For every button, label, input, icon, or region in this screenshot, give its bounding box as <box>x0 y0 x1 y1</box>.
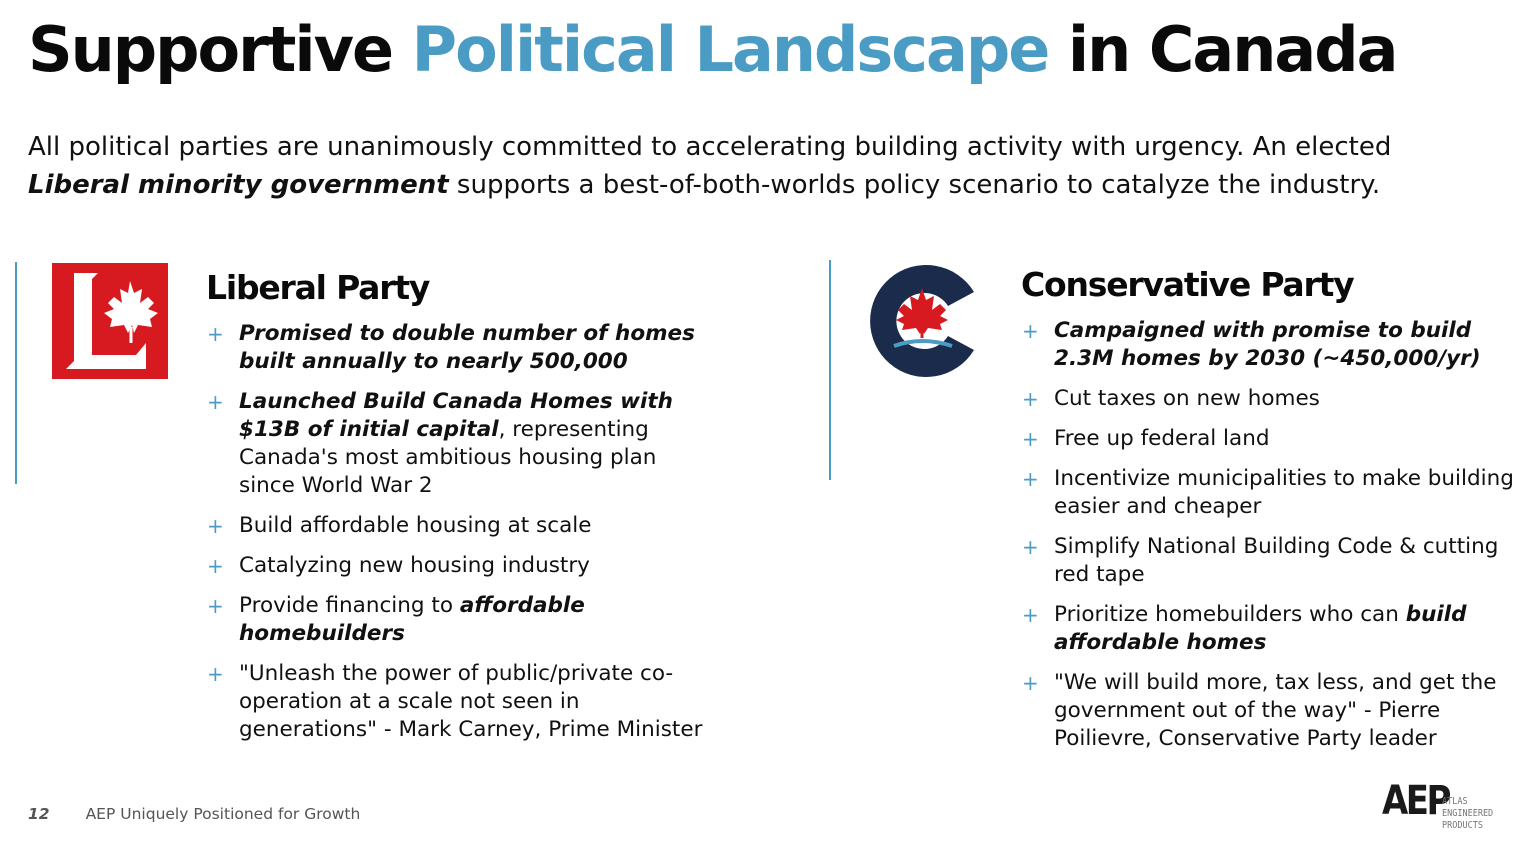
plus-icon: + <box>1022 319 1039 343</box>
plus-icon: + <box>207 514 224 538</box>
plus-icon: + <box>207 390 224 414</box>
list-item: + "Unleash the power of public/private co-operation at a scale not seen in generations" - Mark Carney, Prime Minister <box>207 661 703 742</box>
list-item: + Catalyzing new housing industry <box>207 553 590 578</box>
intro-paragraph <box>28 128 1498 204</box>
plus-icon: + <box>1022 427 1039 451</box>
plus-icon: + <box>207 662 224 686</box>
liberal-party-title: Liberal Party <box>206 268 430 307</box>
conservative-party-title: Conservative Party <box>1021 265 1354 304</box>
list-item: + "We will build more, tax less, and get the government out of the way" - Pierre Poilievre, Conservative Party leader <box>1022 670 1497 751</box>
list-item: + Free up federal land <box>1022 426 1270 451</box>
list-item: + Simplify National Building Code & cutting red tape <box>1022 534 1499 587</box>
list-item: + Launched Build Canada Homes with $13B of initial capital, representing Canada's most ambitious housing plan since World War 2 <box>207 389 673 498</box>
liberal-logo-icon <box>52 263 168 379</box>
title-part-1: Supportive <box>28 13 412 86</box>
plus-icon: + <box>1022 387 1039 411</box>
liberal-bullet-list <box>207 320 707 756</box>
list-item: + Promised to double number of homes built annually to nearly 500,000 <box>207 321 695 374</box>
footer-text: AEP Uniquely Positioned for Growth <box>85 805 361 823</box>
list-item: + Build affordable housing at scale <box>207 513 592 538</box>
list-item: + Provide financing to affordable homebuilders <box>207 593 585 646</box>
page-number: 12 <box>28 805 50 823</box>
title-accent: Political Landscape <box>411 13 1049 86</box>
footer <box>28 805 360 823</box>
page-title <box>28 10 1396 90</box>
plus-icon: + <box>1022 603 1039 627</box>
list-item: + Cut taxes on new homes <box>1022 386 1320 411</box>
plus-icon: + <box>1022 671 1039 695</box>
liberal-divider-line <box>15 262 17 484</box>
conservative-logo-icon <box>862 262 982 380</box>
plus-icon: + <box>207 322 224 346</box>
center-divider-line <box>829 260 831 480</box>
list-item: + Incentivize municipalities to make building easier and cheaper <box>1022 466 1514 519</box>
plus-icon: + <box>1022 467 1039 491</box>
plus-icon: + <box>207 594 224 618</box>
plus-icon: + <box>1022 535 1039 559</box>
list-item: + Prioritize homebuilders who can build affordable homes <box>1022 602 1467 655</box>
brand-big: AEP <box>1382 778 1449 824</box>
plus-icon: + <box>207 554 224 578</box>
intro-line-2: supports a best-of-both-worlds policy scenario to catalyze the industry. <box>448 170 1381 200</box>
brand-small: ATLAS ENGINEERED PRODUCTS <box>1442 796 1494 831</box>
intro-line-1: All political parties are unanimously committed to accelerating building activity with urgency. An elected <box>28 132 1392 162</box>
conservative-bullet-list <box>1022 317 1527 765</box>
title-part-2: in Canada <box>1048 13 1397 86</box>
list-item: + Campaigned with promise to build 2.3M homes by 2030 (~450,000/yr) <box>1022 318 1481 371</box>
intro-bold: Liberal minority government <box>28 170 449 200</box>
